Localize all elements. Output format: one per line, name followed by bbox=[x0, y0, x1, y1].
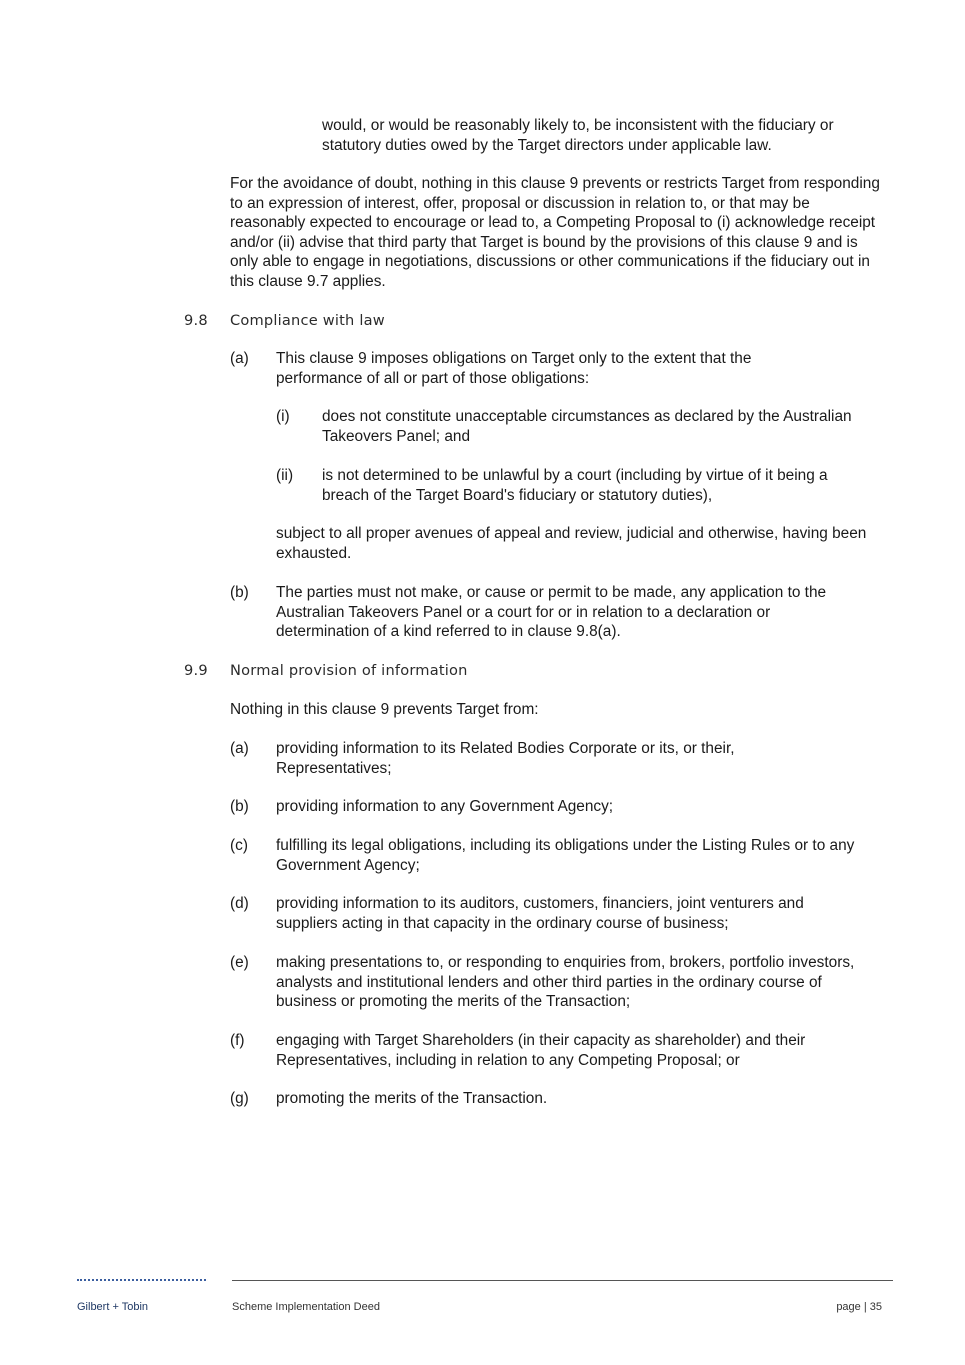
list-item-label: (e) bbox=[230, 954, 249, 971]
avoidance-paragraph: For the avoidance of doubt, nothing in this clause 9 prevents or restricts Target from responding to an expression of interest, offer, proposal or discussion in relation to, or that may be reasonably expected to encourage or lead to, a Competing Proposal to (i) acknowledge receipt and/or (ii) advise that third party that Target is bound by the provisions of this clause 9 and is only able to engage in negotiations, discussions or other communications if the fiduciary out in this clause 9.7 applies. bbox=[230, 175, 880, 290]
clause-9-8-number: 9.8 bbox=[184, 312, 208, 329]
list-item-label: (a) bbox=[230, 740, 249, 757]
list-item-label: (f) bbox=[230, 1032, 245, 1049]
continuation-text: would, or would be reasonably likely to, be inconsistent with the fiduciary or statutory duties owed by the Target directors under applicable law. bbox=[322, 117, 834, 154]
list-item-label: (d) bbox=[230, 895, 249, 912]
list-item-text: providing information to its auditors, customers, financiers, joint venturers and suppliers acting in that capacity in the ordinary course of business; bbox=[276, 895, 804, 932]
clause-9-8-a-ii-label: (ii) bbox=[276, 467, 294, 484]
footer-page-number: page | 35 bbox=[836, 1301, 882, 1313]
footer-rule bbox=[232, 1280, 893, 1281]
clause-9-8-a-text: This clause 9 imposes obligations on Target only to the extent that the performance of all or part of those obligations: bbox=[276, 350, 752, 387]
list-item-label: (b) bbox=[230, 798, 249, 815]
footer-dotted-rule bbox=[77, 1279, 206, 1281]
list-item-text: fulfilling its legal obligations, including its obligations under the Listing Rules or to any Government Agency; bbox=[276, 837, 855, 874]
list-item-label: (c) bbox=[230, 837, 248, 854]
clause-9-8-title: Compliance with law bbox=[230, 312, 385, 329]
clause-9-8-a-ii-text: is not determined to be unlawful by a court (including by virtue of it being a breach of the Target Board's fiduciary or statutory duties), bbox=[322, 467, 828, 504]
list-item-text: making presentations to, or responding to enquiries from, brokers, portfolio investors, analysts and institutional lenders and other third parties in the ordinary course of business or promoting the merits of the Transaction; bbox=[276, 954, 855, 1010]
clause-9-8-a-i-text: does not constitute unacceptable circumstances as declared by the Australian Takeovers Panel; and bbox=[322, 408, 852, 445]
clause-9-8-a-label: (a) bbox=[230, 350, 249, 367]
footer-document-title: Scheme Implementation Deed bbox=[232, 1301, 380, 1313]
list-item-text: engaging with Target Shareholders (in their capacity as shareholder) and their Representatives, including in relation to any Competing Proposal; or bbox=[276, 1032, 806, 1069]
clause-9-9-title: Normal provision of information bbox=[230, 662, 468, 679]
footer-firm-name: Gilbert + Tobin bbox=[77, 1301, 149, 1313]
list-item-text: providing information to any Government Agency; bbox=[276, 798, 614, 815]
clause-9-8-b-label: (b) bbox=[230, 584, 249, 601]
list-item-label: (g) bbox=[230, 1090, 249, 1107]
clause-9-9-number: 9.9 bbox=[184, 662, 208, 679]
list-item-text: providing information to its Related Bodies Corporate or its, or their, Representatives; bbox=[276, 740, 735, 777]
list-item-text: promoting the merits of the Transaction. bbox=[276, 1090, 548, 1107]
clause-9-8-a-tail: subject to all proper avenues of appeal and review, judicial and otherwise, having been exhausted. bbox=[276, 525, 867, 562]
clause-9-9-intro: Nothing in this clause 9 prevents Target from: bbox=[230, 701, 539, 718]
clause-9-8-b-text: The parties must not make, or cause or permit to be made, any application to the Australian Takeovers Panel or a court for or in relation to a declaration or determination of a kind referred to in clause 9.8(a). bbox=[276, 584, 827, 640]
clause-9-8-a-i-label: (i) bbox=[276, 408, 290, 425]
